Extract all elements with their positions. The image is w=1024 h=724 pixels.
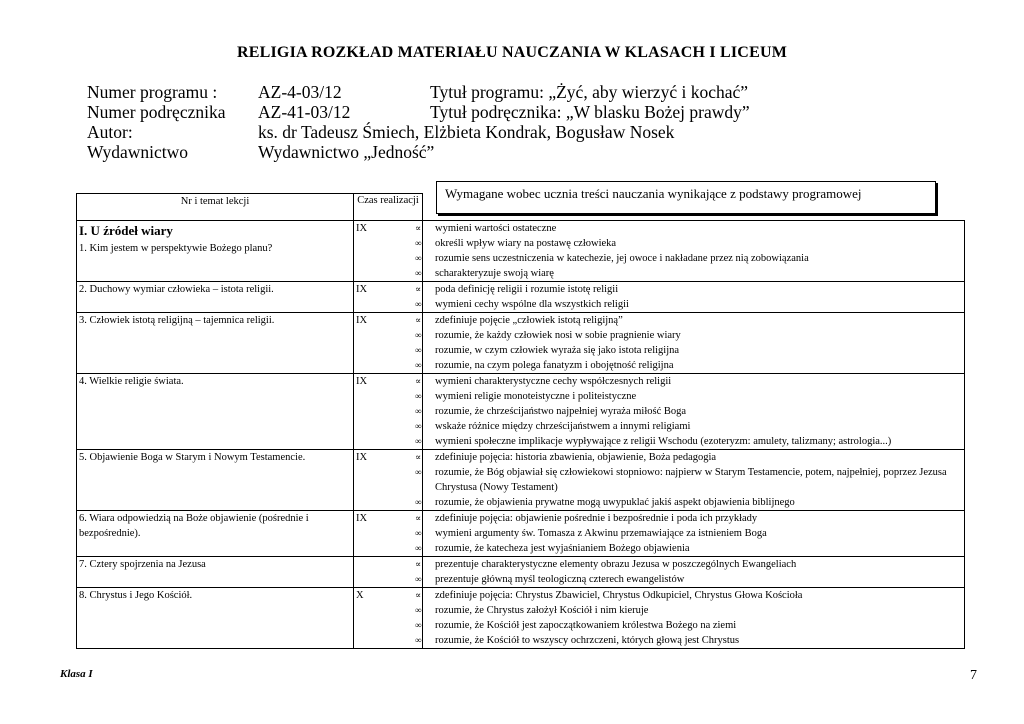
- bullet-icon: ∞: [415, 421, 422, 431]
- objective-text: rozumie, że katecheza jest wyjaśnianiem Bożego objawienia: [435, 543, 690, 554]
- objectives-cell: [415, 557, 965, 588]
- bullet-icon: ∝: [415, 513, 422, 523]
- objective-text: wymieni cechy wspólne dla wszystkich religii: [435, 299, 629, 310]
- objective-item: [415, 511, 962, 526]
- requirements-header: Wymagane wobec ucznia treści nauczania wynikające z podstawy programowej: [436, 181, 936, 214]
- objective-item: [415, 297, 962, 312]
- objective-item: [415, 328, 962, 343]
- time-cell: [354, 557, 423, 588]
- objective-text: zdefiniuje pojęcia: objawienie pośrednie i bezpośrednie i poda ich przykłady: [435, 513, 758, 524]
- bullet-icon: ∞: [415, 467, 422, 477]
- objective-item: [415, 495, 962, 510]
- objective-item: [415, 603, 962, 618]
- objective-text: rozumie, że każdy człowiek nosi w sobie pragnienie wiary: [435, 330, 681, 341]
- objective-text: wymieni argumenty św. Tomasza z Akwinu przemawiające za istnieniem Boga: [435, 528, 767, 539]
- lesson-title: 6. Wiara odpowiedzią na Boże objawienie (pośrednie i bezpośrednie).: [79, 513, 309, 539]
- bullet-icon: ∝: [415, 223, 422, 233]
- bullet-icon: ∞: [415, 238, 422, 248]
- bullet-icon: ∞: [415, 253, 422, 263]
- lesson-cell: [77, 511, 354, 557]
- time-cell: IX: [354, 221, 423, 282]
- bullet-icon: ∞: [415, 635, 422, 645]
- objective-item: [415, 343, 962, 358]
- lesson-cell: [77, 221, 354, 282]
- objective-text: rozumie, w czym człowiek wyraża się jako istota religijna: [435, 345, 680, 356]
- objective-item: [415, 251, 962, 266]
- objective-text: prezentuje charakterystyczne elementy obrazu Jezusa w poszczególnych Ewangeliach: [435, 559, 797, 570]
- bullet-icon: ∞: [415, 497, 422, 507]
- objectives-cell: [415, 282, 965, 313]
- objective-item: [415, 404, 962, 419]
- objective-text: zdefiniuje pojęcia: Chrystus Zbawiciel, Chrystus Odkupiciel, Chrystus Głowa Kościoła: [435, 590, 803, 601]
- meta-key: Autor:: [87, 122, 133, 142]
- meta-value: AZ-41-03/12: [258, 102, 351, 122]
- objectives-cell: [415, 450, 965, 511]
- meta-value: AZ-4-03/12: [258, 82, 342, 102]
- bullet-icon: ∞: [415, 528, 422, 538]
- objective-text: określi wpływ wiary na postawę człowieka: [435, 238, 617, 249]
- bullet-icon: ∝: [415, 315, 422, 325]
- objective-item: [415, 465, 962, 495]
- table-row: [77, 313, 965, 374]
- bullet-icon: ∞: [415, 330, 422, 340]
- bullet-icon: ∞: [415, 360, 422, 370]
- objective-text: zdefiniuje pojęcie „człowiek istotą religijną”: [435, 315, 623, 326]
- objective-item: [415, 266, 962, 281]
- objective-item: [415, 618, 962, 633]
- objective-text: wymieni wartości ostateczne: [435, 223, 557, 234]
- meta-value: ks. dr Tadeusz Śmiech, Elżbieta Kondrak, Bogusław Nosek: [258, 122, 675, 142]
- bullet-icon: ∞: [415, 574, 422, 584]
- lesson-cell: [77, 557, 354, 588]
- time-cell: IX: [354, 450, 423, 511]
- bullet-icon: ∞: [415, 391, 422, 401]
- bullet-icon: ∞: [415, 268, 422, 278]
- objective-text: rozumie, że Bóg objawiał się człowiekowi stopniowo: najpierw w Starym Testamencie, potem, najpełniej, poprzez Jezusa Chrystusa (Nowy Testament): [435, 467, 947, 493]
- objective-text: scharakteryzuje swoją wiarę: [435, 268, 554, 279]
- objective-item: [415, 358, 962, 373]
- lesson-cell: [77, 313, 354, 374]
- objective-item: [415, 389, 962, 404]
- lesson-title: 8. Chrystus i Jego Kościół.: [79, 590, 193, 601]
- bullet-icon: ∝: [415, 452, 422, 462]
- objective-item: [415, 313, 962, 328]
- bullet-icon: ∝: [415, 376, 422, 386]
- objective-text: rozumie, że Chrystus założył Kościół i nim kieruje: [435, 605, 649, 616]
- lesson-title: 3. Człowiek istotą religijną – tajemnica religii.: [79, 315, 275, 326]
- table-row: [77, 282, 965, 313]
- header-lesson: Nr i temat lekcji: [77, 194, 354, 221]
- header-time: Czas realizacji: [354, 194, 423, 221]
- objective-item: [415, 588, 962, 603]
- objective-text: rozumie sens uczestniczenia w katechezie, jej owoce i nakładane przez nią zobowiązania: [435, 253, 809, 264]
- document-title: RELIGIA ROZKŁAD MATERIAŁU NAUCZANIA W KLASACH I LICEUM: [237, 44, 787, 61]
- objective-text: wymieni społeczne implikacje wypływające z religii Wschodu (ezoteryzm: amulety, talizmany; astrologia...): [435, 436, 892, 447]
- meta-title: Tytuł programu: „Żyć, aby wierzyć i kochać”: [430, 82, 749, 102]
- time-cell: IX: [354, 313, 423, 374]
- time-cell: IX: [354, 374, 423, 450]
- objective-item: [415, 450, 962, 465]
- table-body: [77, 194, 965, 649]
- lesson-cell: [77, 450, 354, 511]
- time-cell: X: [354, 588, 423, 649]
- bullet-icon: ∝: [415, 559, 422, 569]
- table-row: [77, 374, 965, 450]
- table-row: [77, 450, 965, 511]
- objective-item: [415, 572, 962, 587]
- objectives-cell: [415, 588, 965, 649]
- bullet-icon: ∞: [415, 605, 422, 615]
- objectives-cell: [415, 221, 965, 282]
- objective-item: [415, 434, 962, 449]
- lesson-title: 7. Cztery spojrzenia na Jezusa: [79, 559, 206, 570]
- objective-item: [415, 541, 962, 556]
- time-cell: IX: [354, 511, 423, 557]
- bullet-icon: ∞: [415, 299, 422, 309]
- objective-item: [415, 374, 962, 389]
- objective-text: wymieni religie monoteistyczne i politeistyczne: [435, 391, 637, 402]
- lesson-cell: [77, 588, 354, 649]
- objective-text: prezentuje główną myśl teologiczną czterech ewangelistów: [435, 574, 685, 585]
- table-row: [77, 221, 965, 282]
- objective-item: [415, 221, 962, 236]
- objective-item: [415, 236, 962, 251]
- lesson-title: 5. Objawienie Boga w Starym i Nowym Testamencie.: [79, 452, 306, 463]
- bullet-icon: ∞: [415, 406, 422, 416]
- objective-text: poda definicję religii i rozumie istotę religii: [435, 284, 619, 295]
- page-number: 7: [970, 668, 977, 683]
- objective-text: rozumie, że Kościół to wszyscy ochrzczeni, których głową jest Chrystus: [435, 635, 740, 646]
- objective-text: rozumie, że objawienia prywatne mogą uwypuklać jakiś aspekt objawienia biblijnego: [435, 497, 795, 508]
- bullet-icon: ∝: [415, 590, 422, 600]
- objectives-cell: [415, 313, 965, 374]
- objective-item: [415, 282, 962, 297]
- section-title: I. U źródeł wiary: [79, 223, 173, 238]
- lesson-cell: [77, 374, 354, 450]
- objective-text: wymieni charakterystyczne cechy współczesnych religii: [435, 376, 672, 387]
- schedule-table: [76, 193, 965, 649]
- class-label: Klasa I: [60, 668, 93, 680]
- table-row: [77, 557, 965, 588]
- bullet-icon: ∞: [415, 620, 422, 630]
- meta-value: Wydawnictwo „Jedność”: [258, 142, 435, 162]
- meta-key: Numer programu :: [87, 82, 218, 102]
- objective-text: wskaże różnice między chrześcijaństwem a innymi religiami: [435, 421, 691, 432]
- table-row: [77, 511, 965, 557]
- bullet-icon: ∝: [415, 284, 422, 294]
- lesson-cell: [77, 282, 354, 313]
- lesson-title: 4. Wielkie religie świata.: [79, 376, 184, 387]
- objectives-cell: [415, 511, 965, 557]
- objective-item: [415, 526, 962, 541]
- objective-item: [415, 419, 962, 434]
- meta-key: Numer podręcznika: [87, 102, 226, 122]
- objective-text: rozumie, że Kościół jest zapoczątkowaniem królestwa Bożego na ziemi: [435, 620, 737, 631]
- bullet-icon: ∞: [415, 543, 422, 553]
- objective-text: rozumie, że chrześcijaństwo najpełniej wyraża miłość Boga: [435, 406, 687, 417]
- objective-item: [415, 633, 962, 648]
- objective-text: rozumie, na czym polega fanatyzm i obojętność religijna: [435, 360, 674, 371]
- meta-title: Tytuł podręcznika: „W blasku Bożej prawdy”: [430, 102, 750, 122]
- bullet-icon: ∞: [415, 345, 422, 355]
- bullet-icon: ∞: [415, 436, 422, 446]
- lesson-title: 2. Duchowy wymiar człowieka – istota religii.: [79, 284, 274, 295]
- objective-text: zdefiniuje pojęcia: historia zbawienia, objawienie, Boża pedagogia: [435, 452, 717, 463]
- lesson-title: 1. Kim jestem w perspektywie Bożego planu?: [79, 243, 273, 254]
- meta-key: Wydawnictwo: [87, 142, 189, 162]
- objective-item: [415, 557, 962, 572]
- objectives-cell: [415, 374, 965, 450]
- time-cell: IX: [354, 282, 423, 313]
- table-row: [77, 588, 965, 649]
